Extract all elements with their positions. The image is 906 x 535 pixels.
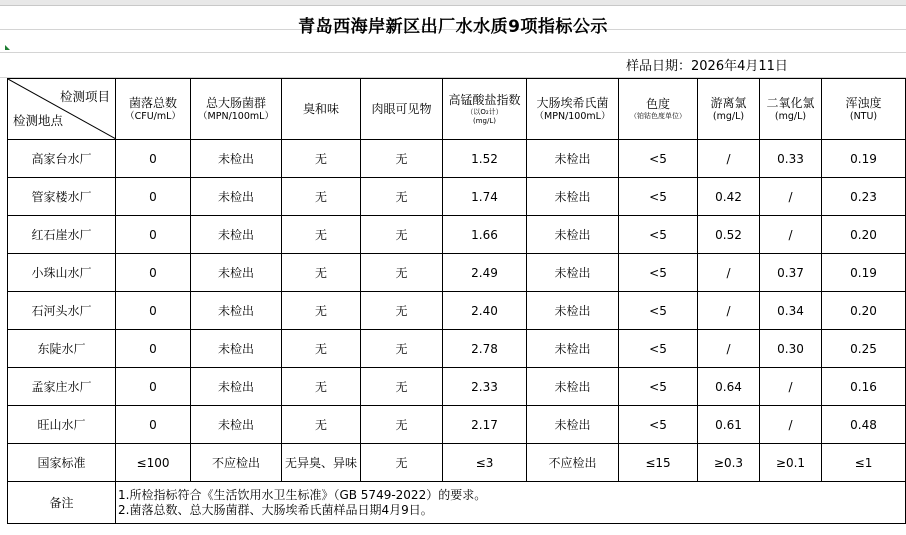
value-cell: <5 — [619, 178, 698, 216]
value-cell: 0.34 — [760, 292, 822, 330]
header-cell — [443, 79, 527, 140]
header-unit: （铂钴色度单位） — [630, 112, 686, 120]
standard-cell: 不应检出 — [191, 444, 282, 482]
header-name: 高锰酸盐指数 — [448, 92, 521, 107]
value-cell: 未检出 — [191, 140, 282, 178]
value-cell: 0.19 — [822, 254, 906, 292]
value-cell: 0.52 — [698, 216, 760, 254]
value-cell: 2.40 — [443, 292, 527, 330]
cell-comment-marker — [5, 45, 10, 50]
header-name: 大肠埃希氏菌 — [536, 95, 609, 110]
value-cell: 无 — [282, 330, 361, 368]
value-cell: 0.19 — [822, 140, 906, 178]
value-cell: 未检出 — [527, 178, 619, 216]
table-row — [8, 216, 906, 254]
page-title: 青岛西海岸新区出厂水水质9项指标公示 — [298, 17, 608, 37]
standard-cell: ≥0.3 — [698, 444, 760, 482]
standard-row — [8, 444, 906, 482]
standard-cell: 无异臭、异味 — [282, 444, 361, 482]
site-name-cell: 东陡水厂 — [8, 330, 116, 368]
water-quality-table — [7, 78, 906, 524]
header-unit: (NTU) — [849, 110, 878, 122]
header-name: 游离氯 — [710, 95, 747, 110]
value-cell: 无 — [282, 178, 361, 216]
header-cell — [822, 79, 906, 140]
value-cell: <5 — [619, 292, 698, 330]
value-cell: 0.64 — [698, 368, 760, 406]
table-row — [8, 254, 906, 292]
value-cell: 0.20 — [822, 216, 906, 254]
value-cell: 0 — [116, 254, 191, 292]
header-unit: (mg/L) — [712, 110, 745, 122]
value-cell: 无 — [361, 330, 443, 368]
value-cell: 未检出 — [527, 368, 619, 406]
header-unit: （MPN/100mL） — [198, 110, 274, 122]
value-cell: 未检出 — [191, 178, 282, 216]
standard-cell: ≤100 — [116, 444, 191, 482]
value-cell: 未检出 — [191, 216, 282, 254]
value-cell: / — [698, 292, 760, 330]
header-cell — [361, 79, 443, 140]
gridline — [0, 52, 906, 53]
value-cell: 无 — [361, 178, 443, 216]
value-cell: <5 — [619, 254, 698, 292]
header-unit: (mg/L) — [774, 110, 807, 122]
value-cell: 2.78 — [443, 330, 527, 368]
header-name: 浑浊度 — [845, 95, 882, 110]
value-cell: 未检出 — [527, 216, 619, 254]
value-cell: 0 — [116, 216, 191, 254]
value-cell: 0.23 — [822, 178, 906, 216]
header-cell — [760, 79, 822, 140]
value-cell: 2.49 — [443, 254, 527, 292]
value-cell: / — [760, 178, 822, 216]
header-name: 菌落总数 — [128, 95, 177, 110]
table-row — [8, 368, 906, 406]
header-unit: （以O₂计） — [466, 107, 503, 116]
value-cell: 无 — [361, 254, 443, 292]
corner-site-label: 检测地点 — [13, 113, 64, 128]
value-cell: 0 — [116, 406, 191, 444]
value-cell: 2.17 — [443, 406, 527, 444]
value-cell: 无 — [361, 216, 443, 254]
header-cell — [527, 79, 619, 140]
value-cell: 无 — [361, 368, 443, 406]
value-cell: 0 — [116, 292, 191, 330]
value-cell: 无 — [282, 216, 361, 254]
value-cell: 未检出 — [527, 330, 619, 368]
header-name: 臭和味 — [302, 101, 339, 116]
table-row — [8, 406, 906, 444]
value-cell: 未检出 — [527, 406, 619, 444]
corner-header-cell — [8, 79, 116, 140]
standard-cell: ≤15 — [619, 444, 698, 482]
value-cell: / — [698, 254, 760, 292]
value-cell: 0.37 — [760, 254, 822, 292]
value-cell: 2.33 — [443, 368, 527, 406]
value-cell: 无 — [282, 254, 361, 292]
header-name: 二氧化氯 — [766, 95, 815, 110]
header-cell — [619, 79, 698, 140]
value-cell: 未检出 — [191, 368, 282, 406]
value-cell: / — [760, 368, 822, 406]
value-cell: <5 — [619, 140, 698, 178]
value-cell: 未检出 — [527, 292, 619, 330]
site-name-cell: 红石崖水厂 — [8, 216, 116, 254]
site-name-cell: 旺山水厂 — [8, 406, 116, 444]
value-cell: 0.25 — [822, 330, 906, 368]
value-cell: 1.74 — [443, 178, 527, 216]
standard-cell: 无 — [361, 444, 443, 482]
note-line-2: 2.菌落总数、总大肠菌群、大肠埃希氏菌样品日期4月9日。 — [118, 502, 433, 517]
site-name-cell: 高家台水厂 — [8, 140, 116, 178]
value-cell: 未检出 — [527, 140, 619, 178]
value-cell: 0.33 — [760, 140, 822, 178]
value-cell: 未检出 — [527, 254, 619, 292]
site-name-cell: 小珠山水厂 — [8, 254, 116, 292]
table-row — [8, 292, 906, 330]
header-unit: （CFU/mL） — [125, 110, 181, 122]
site-name-cell: 石河头水厂 — [8, 292, 116, 330]
value-cell: 未检出 — [191, 330, 282, 368]
site-name-cell: 孟家庄水厂 — [8, 368, 116, 406]
header-cell — [116, 79, 191, 140]
value-cell: 1.66 — [443, 216, 527, 254]
value-cell: <5 — [619, 406, 698, 444]
value-cell: 0 — [116, 178, 191, 216]
header-cell — [282, 79, 361, 140]
header-name: 总大肠菌群 — [205, 95, 266, 110]
value-cell: 未检出 — [191, 292, 282, 330]
header-cell — [191, 79, 282, 140]
notes-content — [116, 482, 906, 524]
notes-row — [8, 482, 906, 524]
value-cell: <5 — [619, 368, 698, 406]
corner-item-label: 检测项目 — [59, 89, 110, 104]
table-header-row — [8, 79, 906, 140]
header-cell — [698, 79, 760, 140]
header-name: 肉眼可见物 — [371, 101, 432, 116]
value-cell: 0.16 — [822, 368, 906, 406]
value-cell: 无 — [361, 406, 443, 444]
value-cell: 无 — [282, 368, 361, 406]
header-unit: （MPN/100mL） — [534, 110, 611, 122]
value-cell: <5 — [619, 330, 698, 368]
value-cell: / — [760, 406, 822, 444]
table-row — [8, 330, 906, 368]
note-line-1: 1.所检指标符合《生活饮用水卫生标准》（GB 5749-2022）的要求。 — [118, 487, 487, 502]
value-cell: 1.52 — [443, 140, 527, 178]
value-cell: 0.30 — [760, 330, 822, 368]
standard-cell: 不应检出 — [527, 444, 619, 482]
header-name: 色度 — [645, 97, 670, 111]
value-cell: 无 — [361, 292, 443, 330]
value-cell: 未检出 — [191, 254, 282, 292]
value-cell: <5 — [619, 216, 698, 254]
standard-cell: ≤1 — [822, 444, 906, 482]
value-cell: 0.61 — [698, 406, 760, 444]
header-unit: (mg/L) — [473, 116, 496, 125]
value-cell: 0 — [116, 330, 191, 368]
value-cell: 0.48 — [822, 406, 906, 444]
value-cell: / — [698, 330, 760, 368]
value-cell: 0 — [116, 140, 191, 178]
value-cell: 0 — [116, 368, 191, 406]
table-row — [8, 178, 906, 216]
value-cell: 0.20 — [822, 292, 906, 330]
column-header-bar — [0, 0, 906, 6]
value-cell: 无 — [361, 140, 443, 178]
value-cell: 0.42 — [698, 178, 760, 216]
value-cell: / — [698, 140, 760, 178]
site-name-cell: 管家楼水厂 — [8, 178, 116, 216]
notes-label: 备注 — [8, 482, 116, 524]
value-cell: 无 — [282, 406, 361, 444]
value-cell: / — [760, 216, 822, 254]
value-cell: 无 — [282, 292, 361, 330]
standard-cell: ≥0.1 — [760, 444, 822, 482]
table-row — [8, 140, 906, 178]
standard-label: 国家标准 — [8, 444, 116, 482]
sample-date: 样品日期：2026年4月11日 — [626, 59, 788, 74]
standard-cell: ≤3 — [443, 444, 527, 482]
value-cell: 未检出 — [191, 406, 282, 444]
value-cell: 无 — [282, 140, 361, 178]
